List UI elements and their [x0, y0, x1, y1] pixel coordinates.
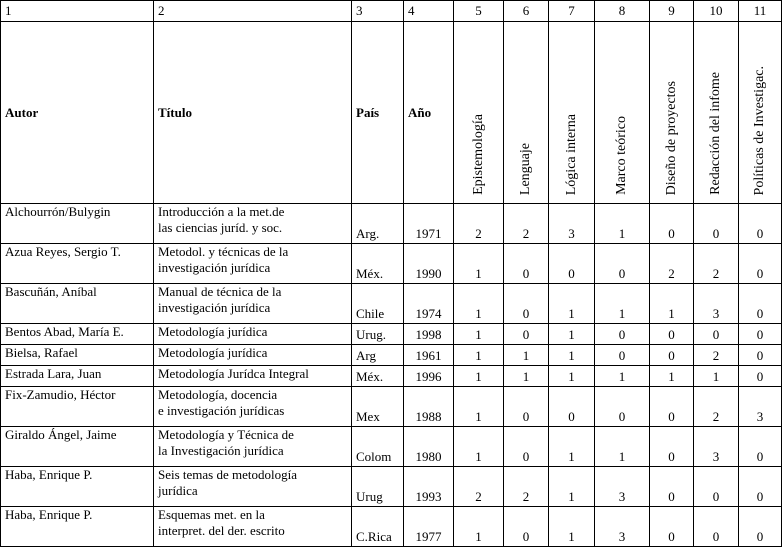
cell-score: 1: [595, 204, 650, 244]
header-lenguaje-label: Lenguaje: [518, 142, 533, 195]
cell-score: 3: [549, 204, 595, 244]
header-marco: [595, 22, 650, 204]
cell-pais: Mex: [352, 387, 404, 427]
header-epistemologia: [454, 22, 504, 204]
cell-autor: Bielsa, Rafael: [1, 345, 154, 366]
cell-titulo: [154, 366, 352, 387]
table-row: [1, 366, 782, 387]
cell-pais: Urug: [352, 467, 404, 507]
header-marco-label: Marco teórico: [614, 116, 629, 195]
table-row: [1, 244, 782, 284]
column-number: 2: [154, 1, 352, 22]
cell-score: 1: [454, 244, 504, 284]
cell-score: 0: [504, 387, 549, 427]
header-politicas: [739, 22, 782, 204]
cell-score: 0: [739, 467, 782, 507]
cell-score: 0: [650, 427, 694, 467]
cell-score: 1: [504, 366, 549, 387]
cell-score: 1: [595, 284, 650, 324]
header-epistemologia-label: Epistemología: [470, 114, 486, 195]
cell-score: 0: [739, 507, 782, 547]
cell-pais: Méx.: [352, 244, 404, 284]
titulo-line: jurídica: [158, 483, 198, 498]
column-number: 9: [650, 1, 694, 22]
cell-anio: 1988: [404, 387, 454, 427]
cell-anio: 1971: [404, 204, 454, 244]
header-titulo: Título: [154, 22, 352, 204]
column-number: 5: [454, 1, 504, 22]
column-number-row: [1, 1, 782, 22]
cell-titulo: [154, 427, 352, 467]
header-logica: [549, 22, 595, 204]
table-row: [1, 284, 782, 324]
header-lenguaje: [504, 22, 549, 204]
table-body: [1, 204, 782, 547]
cell-score: 0: [694, 324, 739, 345]
column-number: 6: [504, 1, 549, 22]
column-number: 11: [739, 1, 782, 22]
cell-score: 0: [504, 244, 549, 284]
cell-anio: 1961: [404, 345, 454, 366]
cell-score: 2: [694, 387, 739, 427]
table-row: [1, 204, 782, 244]
cell-score: 1: [454, 507, 504, 547]
cell-score: 3: [595, 507, 650, 547]
cell-titulo: [154, 244, 352, 284]
cell-score: 0: [739, 345, 782, 366]
cell-anio: 1996: [404, 366, 454, 387]
column-number: 3: [352, 1, 404, 22]
table-row: [1, 387, 782, 427]
header-redaccion: [694, 22, 739, 204]
cell-autor: Haba, Enrique P.: [1, 467, 154, 507]
cell-titulo: [154, 467, 352, 507]
cell-titulo: [154, 324, 352, 345]
cell-score: 1: [650, 284, 694, 324]
cell-score: 0: [739, 244, 782, 284]
cell-anio: 1980: [404, 427, 454, 467]
titulo-line: Metodología y Técnica de: [158, 427, 294, 442]
cell-pais: Colom: [352, 427, 404, 467]
cell-score: 1: [549, 324, 595, 345]
cell-titulo: [154, 345, 352, 366]
cell-score: 1: [595, 366, 650, 387]
cell-score: 0: [504, 324, 549, 345]
cell-score: 1: [694, 366, 739, 387]
titulo-line: Esquemas met. en la: [158, 507, 265, 522]
cell-titulo: [154, 284, 352, 324]
cell-score: 0: [739, 427, 782, 467]
column-number: 4: [404, 1, 454, 22]
cell-score: 1: [454, 324, 504, 345]
titulo-line: investigación jurídica: [158, 260, 271, 275]
cell-score: 1: [454, 284, 504, 324]
cell-score: 0: [595, 345, 650, 366]
cell-score: 1: [549, 507, 595, 547]
table-row: [1, 467, 782, 507]
cell-score: 1: [549, 467, 595, 507]
cell-score: 0: [650, 345, 694, 366]
cell-pais: Arg: [352, 345, 404, 366]
column-number: 7: [549, 1, 595, 22]
table-row: [1, 427, 782, 467]
header-anio: Año: [404, 22, 454, 204]
cell-anio: 1998: [404, 324, 454, 345]
cell-score: 0: [739, 324, 782, 345]
cell-autor: Bascuñán, Aníbal: [1, 284, 154, 324]
cell-score: 1: [454, 366, 504, 387]
titulo-line: Metodología jurídica: [158, 345, 268, 360]
cell-score: 0: [739, 284, 782, 324]
header-diseno-label: Diseño de proyectos: [663, 80, 679, 195]
cell-score: 0: [595, 244, 650, 284]
cell-autor: Alchourrón/Bulygin: [1, 204, 154, 244]
titulo-line: Seis temas de metodología: [158, 467, 298, 482]
titulo-line: Metodología jurídica: [158, 324, 268, 339]
cell-titulo: [154, 387, 352, 427]
cell-anio: 1993: [404, 467, 454, 507]
cell-score: 1: [504, 345, 549, 366]
titulo-line: Metodol. y técnicas de la: [158, 244, 289, 259]
cell-score: 1: [549, 427, 595, 467]
cell-anio: 1974: [404, 284, 454, 324]
cell-titulo: [154, 204, 352, 244]
cell-score: 0: [694, 467, 739, 507]
cell-score: 0: [739, 204, 782, 244]
table-row: [1, 324, 782, 345]
cell-autor: Haba, Enrique P.: [1, 507, 154, 547]
cell-score: 0: [504, 427, 549, 467]
cell-score: 1: [549, 366, 595, 387]
header-row: [1, 22, 782, 204]
titulo-line: Metodología, docencia: [158, 387, 278, 402]
cell-score: 3: [739, 387, 782, 427]
cell-score: 2: [504, 467, 549, 507]
cell-pais: Urug.: [352, 324, 404, 345]
cell-pais: C.Rica: [352, 507, 404, 547]
titulo-line: investigación jurídica: [158, 300, 271, 315]
cell-score: 0: [650, 324, 694, 345]
column-number: 10: [694, 1, 739, 22]
cell-score: 0: [595, 387, 650, 427]
cell-autor: Fix-Zamudio, Héctor: [1, 387, 154, 427]
cell-score: 2: [504, 204, 549, 244]
titulo-line: Introducción a la met.de: [158, 204, 285, 219]
cell-score: 3: [595, 467, 650, 507]
cell-pais: Méx.: [352, 366, 404, 387]
cell-score: 2: [454, 204, 504, 244]
cell-score: 0: [650, 507, 694, 547]
cell-score: 1: [454, 427, 504, 467]
header-politicas-label: Políticas de Investigac.: [752, 65, 767, 195]
cell-score: 2: [650, 244, 694, 284]
cell-score: 0: [504, 284, 549, 324]
cell-score: 0: [694, 204, 739, 244]
header-diseno: [650, 22, 694, 204]
cell-score: 0: [595, 324, 650, 345]
table-row: [1, 345, 782, 366]
cell-score: 0: [549, 244, 595, 284]
cell-score: 2: [454, 467, 504, 507]
header-logica-label: Lógica interna: [563, 113, 579, 195]
cell-autor: Estrada Lara, Juan: [1, 366, 154, 387]
header-pais: País: [352, 22, 404, 204]
cell-pais: Arg.: [352, 204, 404, 244]
titulo-line: Metodología Jurídca Integral: [158, 366, 309, 381]
cell-score: 0: [650, 204, 694, 244]
header-autor: Autor: [1, 22, 154, 204]
cell-score: 3: [694, 427, 739, 467]
cell-score: 1: [549, 345, 595, 366]
cell-score: 2: [694, 345, 739, 366]
titulo-line: la Investigación jurídica: [158, 443, 284, 458]
cell-score: 1: [595, 427, 650, 467]
titulo-line: e investigación jurídicas: [158, 403, 285, 418]
cell-score: 1: [650, 366, 694, 387]
cell-score: 0: [549, 387, 595, 427]
titulo-line: interpret. del der. escrito: [158, 523, 285, 538]
column-number: 1: [1, 1, 154, 22]
cell-score: 2: [694, 244, 739, 284]
cell-autor: Bentos Abad, María E.: [1, 324, 154, 345]
cell-pais: Chile: [352, 284, 404, 324]
column-number: 8: [595, 1, 650, 22]
titulo-line: las ciencias juríd. y soc.: [158, 220, 283, 235]
cell-score: 0: [650, 387, 694, 427]
cell-score: 0: [694, 507, 739, 547]
header-redaccion-label: Redacción del infome: [708, 72, 723, 195]
cell-score: 3: [694, 284, 739, 324]
cell-anio: 1977: [404, 507, 454, 547]
cell-score: 1: [454, 345, 504, 366]
cell-score: 0: [739, 366, 782, 387]
cell-score: 1: [454, 387, 504, 427]
titulo-line: Manual de técnica de la: [158, 284, 282, 299]
cell-anio: 1990: [404, 244, 454, 284]
table-row: [1, 507, 782, 547]
cell-autor: Azua Reyes, Sergio T.: [1, 244, 154, 284]
cell-score: 0: [504, 507, 549, 547]
cell-autor: Giraldo Ángel, Jaime: [1, 427, 154, 467]
cell-titulo: [154, 507, 352, 547]
cell-score: 1: [549, 284, 595, 324]
cell-score: 0: [650, 467, 694, 507]
